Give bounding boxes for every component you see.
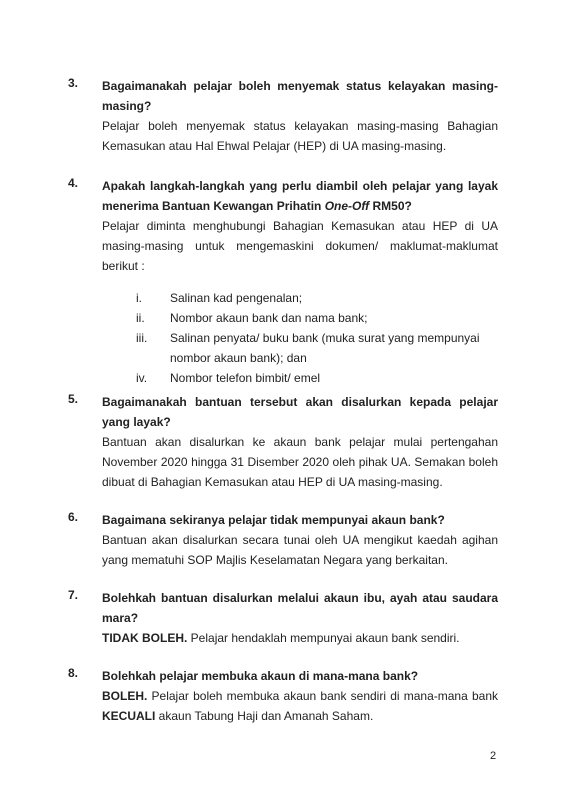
list-item: [102, 308, 498, 328]
list-item: [102, 328, 498, 368]
list-item-text: Salinan kad pengenalan;: [170, 291, 303, 305]
question-number: 4.: [68, 176, 79, 190]
document-list: [102, 288, 498, 388]
answer-verdict: BOLEH.: [102, 689, 148, 703]
list-numeral: iii.: [136, 331, 148, 345]
answer-text: BOLEH. Pelajar boleh membuka akaun bank sendiri di mana-mana bank KECUALI akaun Tabung Haji dan Amanah Saham.: [102, 689, 498, 723]
list-numeral: ii.: [136, 311, 145, 325]
exception-keyword: KECUALI: [102, 709, 156, 723]
page-number: 2: [490, 750, 497, 762]
faq-item-5: [68, 392, 498, 492]
question-number: 5.: [68, 392, 79, 406]
question-title: Bagaimanakah bantuan tersebut akan disalurkan kepada pelajar yang layak?: [102, 395, 498, 429]
answer-text: Pelajar diminta menghubungi Bahagian Kemasukan atau HEP di UA masing-masing untuk mengemaskini dokumen/ maklumat-maklumat berikut :: [102, 219, 498, 273]
question-title: Bolehkah pelajar membuka akaun di mana-mana bank?: [102, 669, 419, 683]
faq-item-3: [68, 76, 498, 156]
list-numeral: iv.: [136, 371, 148, 385]
list-numeral: i.: [136, 291, 142, 305]
list-item-text: Nombor akaun bank dan nama bank;: [170, 311, 368, 325]
answer-verdict: TIDAK BOLEH.: [102, 631, 188, 645]
emphasis-text: One-Off: [324, 199, 370, 213]
question-title: Apakah langkah-langkah yang perlu diambil oleh pelajar yang layak menerima Bantuan Kewangan Prihatin One-Off RM50?: [102, 179, 498, 213]
list-item: [102, 288, 498, 308]
question-number: 6.: [68, 510, 79, 524]
faq-item-4: [68, 176, 498, 388]
question-title: Bagaimanakah pelajar boleh menyemak status kelayakan masing-masing?: [102, 79, 498, 113]
question-number: 3.: [68, 76, 79, 90]
list-item-text: Salinan penyata/ buku bank (muka surat yang mempunyai nombor akaun bank); dan: [170, 331, 480, 365]
question-title: Bolehkah bantuan disalurkan melalui akaun ibu, ayah atau saudara mara?: [102, 591, 498, 625]
answer-text: Bantuan akan disalurkan secara tunai oleh UA mengikut kaedah agihan yang mematuhi SOP Majlis Keselamatan Negara yang berkaitan.: [102, 533, 498, 567]
answer-text: Bantuan akan disalurkan ke akaun bank pelajar mulai pertengahan November 2020 hingga 31 Disember 2020 oleh pihak UA. Semakan boleh dibuat di Bahagian Kemasukan atau HEP di UA masing-masing.: [102, 435, 498, 489]
answer-text: Pelajar boleh menyemak status kelayakan masing-masing Bahagian Kemasukan atau Hal Ehwal Pelajar (HEP) di UA masing-masing.: [102, 119, 498, 153]
question-number: 7.: [68, 588, 79, 602]
question-number: 8.: [68, 666, 79, 680]
list-item-text: Nombor telefon bimbit/ emel: [170, 371, 321, 385]
faq-item-8: [68, 666, 498, 726]
list-item: [102, 368, 498, 388]
faq-item-6: [68, 510, 498, 570]
answer-text: TIDAK BOLEH. Pelajar hendaklah mempunyai akaun bank sendiri.: [102, 631, 460, 645]
faq-item-7: [68, 588, 498, 648]
question-title: Bagaimana sekiranya pelajar tidak mempunyai akaun bank?: [102, 513, 445, 527]
